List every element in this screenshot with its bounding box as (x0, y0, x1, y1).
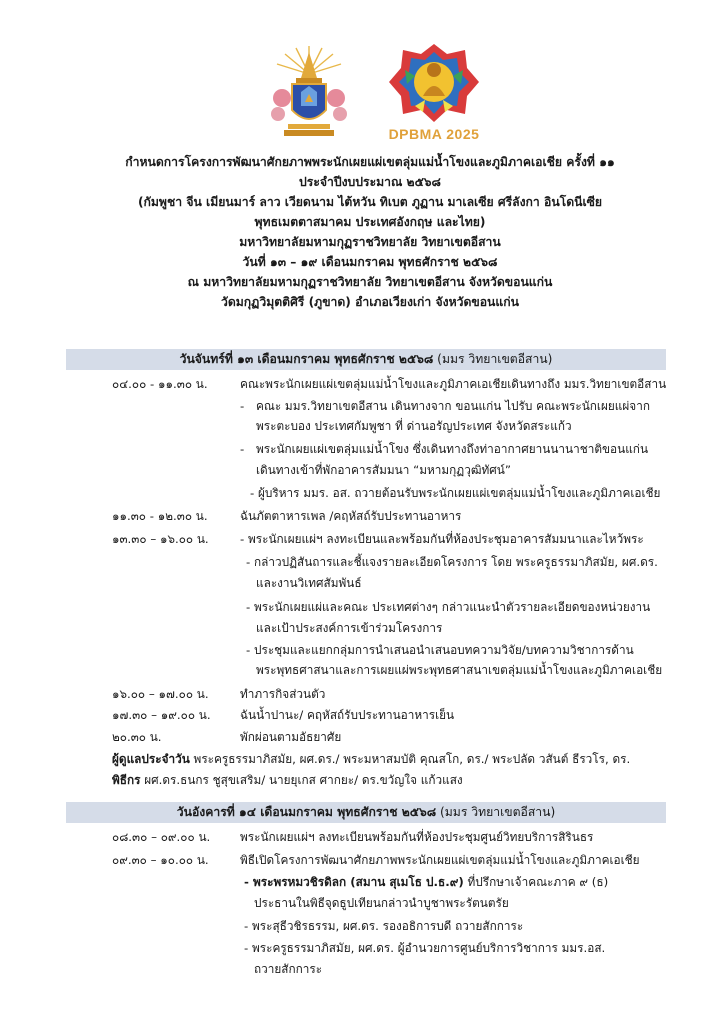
mc-value: ผศ.ดร.ธนกร ชูสุขเสริม/ นายยุเกส ศากยะ/ ดร.ขวัญใจ แก้วแสง (140, 773, 463, 787)
row-time: ๒๐.๓๐ น. (112, 730, 162, 744)
day1-caretaker (112, 750, 630, 768)
row-activity: พระนักเผยแผ่ฯ ลงทะเบียนพร้อมกันที่ห้องประชุมศูนย์วิทยบริการสิรินธร (240, 830, 594, 844)
row-activity: คณะพระนักเผยแผ่เขตลุ่มแม่น้ำโขงและภูมิภาคเอเชียเดินทางถึง มมร.วิทยาเขตอีสาน (240, 377, 667, 391)
row-time: ๐๘.๓๐ – ๐๙.๐๐ น. (112, 830, 211, 844)
row-sub-item: - ประชุมและแยกกลุ่มการนำเสนอนำเสนอบทความวิจัย/บทความวิชาการด้าน (246, 643, 634, 657)
header-line-5: มหาวิทยาลัยมหามกุฏราชวิทยาลัย วิทยาเขตอีสาน (239, 235, 501, 249)
row-activity: ฉันภัตตาหารเพล /คฤหัสถ์รับประทานอาหาร (240, 509, 462, 523)
header-line-8: วัดมกุฏวิมุตติศิรี (ภูขาด) อำเภอเวียงเก่า จังหวัดขอนแก่น (221, 295, 519, 309)
day1-location: (มมร วิทยาเขตอีสาน) (433, 352, 553, 366)
row-sub-item: - พระนักเผยแผ่และคณะ ประเทศต่างๆ กล่าวแนะนำตัวรายละเอียดของหน่วยงาน (246, 600, 651, 614)
row-sub-item: - กล่าวปฏิสันถารและชี้แจงรายละเอียดโครงการ โดย พระครูธรรมาภิสมัย, ผศ.ดร. (246, 555, 658, 569)
day2-banner (66, 802, 666, 823)
row-sub-item: - พระครูธรรมาภิสมัย, ผศ.ดร. ผู้อำนวยการศูนย์บริการวิชาการ มมร.อส. (244, 941, 606, 955)
row-sub-item: - ผู้บริหาร มมร. อส. ถวายต้อนรับพระนักเผยแผ่เขตลุ่มแม่น้ำโขงและภูมิภาคเอเชีย (250, 486, 661, 500)
header-line-2: ประจำปีงบประมาณ ๒๕๖๘ (299, 175, 441, 189)
day2-title: วันอังคารที่ ๑๔ เดือนมกราคม พุทธศักราช ๒๕๖๘ (176, 805, 437, 819)
row-sub-item: พระนักเผยแผ่เขตลุ่มแม่น้ำโขง ซึ่งเดินทางถึงท่าอากาศยานนานาชาติขอนแก่น (256, 442, 649, 456)
row-activity: ฉันน้ำปานะ/ คฤหัสถ์รับประทานอาหารเย็น (240, 708, 455, 722)
row-activity: พิธีเปิดโครงการพัฒนาศักยภาพพระนักเผยแผ่เขตลุ่มแม่น้ำโขงและภูมิภาคเอเชีย (240, 853, 640, 867)
caretaker-value: พระครูธรรมาภิสมัย, ผศ.ดร./ พระมหาสมบัติ คุณสโก, ดร./ พระปลัด วสันต์ ธีรวโร, ดร. (189, 752, 631, 766)
header-line-3: (กัมพูชา จีน เมียนมาร์ ลาว เวียดนาม ไต้หวัน ทิเบต ภูฏาน มาเลเซีย ศรีลังกา อินโดนีเซีย (137, 195, 603, 209)
bullet-dash: - (240, 399, 245, 413)
row-sub-item (244, 873, 608, 891)
row-activity: - พระนักเผยแผ่ฯ ลงทะเบียนและพร้อมกันที่ห้องประชุมอาคารสัมมนาและไหว้พระ (240, 532, 644, 546)
row-sub-item: คณะ มมร.วิทยาเขตอีสาน เดินทางจาก ขอนแก่น ไปรับ คณะพระนักเผยแผ่จาก (256, 399, 650, 413)
row-time: ๑๗.๓๐ – ๑๙.๐๐ น. (112, 708, 211, 722)
day2-location: (มมร วิทยาเขตอีสาน) (436, 805, 556, 819)
header-line-4: พุทธเมตตาสมาคม ประเทศอังกฤษ และไทย) (254, 215, 486, 229)
day1-banner (66, 349, 666, 370)
row-time: ๑๓.๓๐ – ๑๖.๐๐ น. (112, 532, 209, 546)
row-activity: ทำภารกิจส่วนตัว (240, 687, 326, 701)
row-sub-item: และงานวิเทศสัมพันธ์ (256, 576, 362, 590)
mc-label: พิธีกร (112, 773, 141, 787)
row-sub-item: และเป้าประสงค์การเข้าร่วมโครงการ (256, 621, 443, 635)
row-time: ๐๙.๓๐ – ๑๐.๐๐ น. (112, 853, 209, 867)
dpbma-caption: DPBMA 2025 (388, 126, 480, 142)
header-line-1: กำหนดการโครงการพัฒนาศักยภาพพระนักเผยแผ่เขตลุ่มแม่น้ำโขงและภูมิภาคเอเชีย ครั้งที่ ๑๑ (125, 155, 615, 169)
row-sub-item: - พระสุธีวชิรธรรม, ผศ.ดร. รองอธิการบดี ถวายสักการะ (244, 919, 524, 933)
caretaker-label: ผู้ดูแลประจำวัน (112, 752, 190, 766)
row-time: ๑๖.๐๐ – ๑๗.๐๐ น. (112, 687, 209, 701)
presider-role: ที่ปรึกษาเจ้าคณะภาค ๙ (ธ) (463, 875, 609, 889)
dpbma-logo (385, 40, 483, 126)
row-sub-item: เดินทางเข้าที่พักอาคารสัมมนา “มหามกุฏวุฒิทัศน์” (256, 463, 511, 477)
row-sub-item: พระตะบอง ประเทศกัมพูชา ที่ ด่านอรัญประเทศ จังหวัดสระแก้ว (256, 419, 572, 433)
university-emblem-logo (268, 44, 350, 140)
row-activity: พักผ่อนตามอัธยาศัย (240, 730, 342, 744)
header-line-6: วันที่ ๑๓ – ๑๙ เดือนมกราคม พุทธศักราช ๒๕๖๘ (242, 255, 498, 269)
header-line-7: ณ มหาวิทยาลัยมหามกุฏราชวิทยาลัย วิทยาเขตอีสาน จังหวัดขอนแก่น (187, 275, 553, 289)
day1-title: วันจันทร์ที่ ๑๓ เดือนมกราคม พุทธศักราช ๒๕๖๘ (179, 352, 434, 366)
row-time: ๑๑.๓๐ - ๑๒.๓๐ น. (112, 509, 208, 523)
row-sub-item: พระพุทธศาสนาและการเผยแผ่พระพุทธศาสนาเขตลุ่มแม่น้ำโขงและภูมิภาคเอเชีย (256, 663, 663, 677)
presider-name: - พระพรหมวชิรดิลก (สมาน สุเมโธ ป.ธ.๙) (244, 875, 464, 889)
document-header (90, 152, 650, 312)
day1-mc (112, 771, 463, 789)
bullet-dash: - (240, 442, 245, 456)
row-sub-item: ประธานในพิธีจุดธูปเทียนกล่าวนำบูชาพระรัตนตรัย (254, 896, 509, 910)
row-time: ๐๔.๐๐ - ๑๑.๓๐ น. (112, 377, 208, 391)
row-sub-item: ถวายสักการะ (254, 962, 323, 976)
